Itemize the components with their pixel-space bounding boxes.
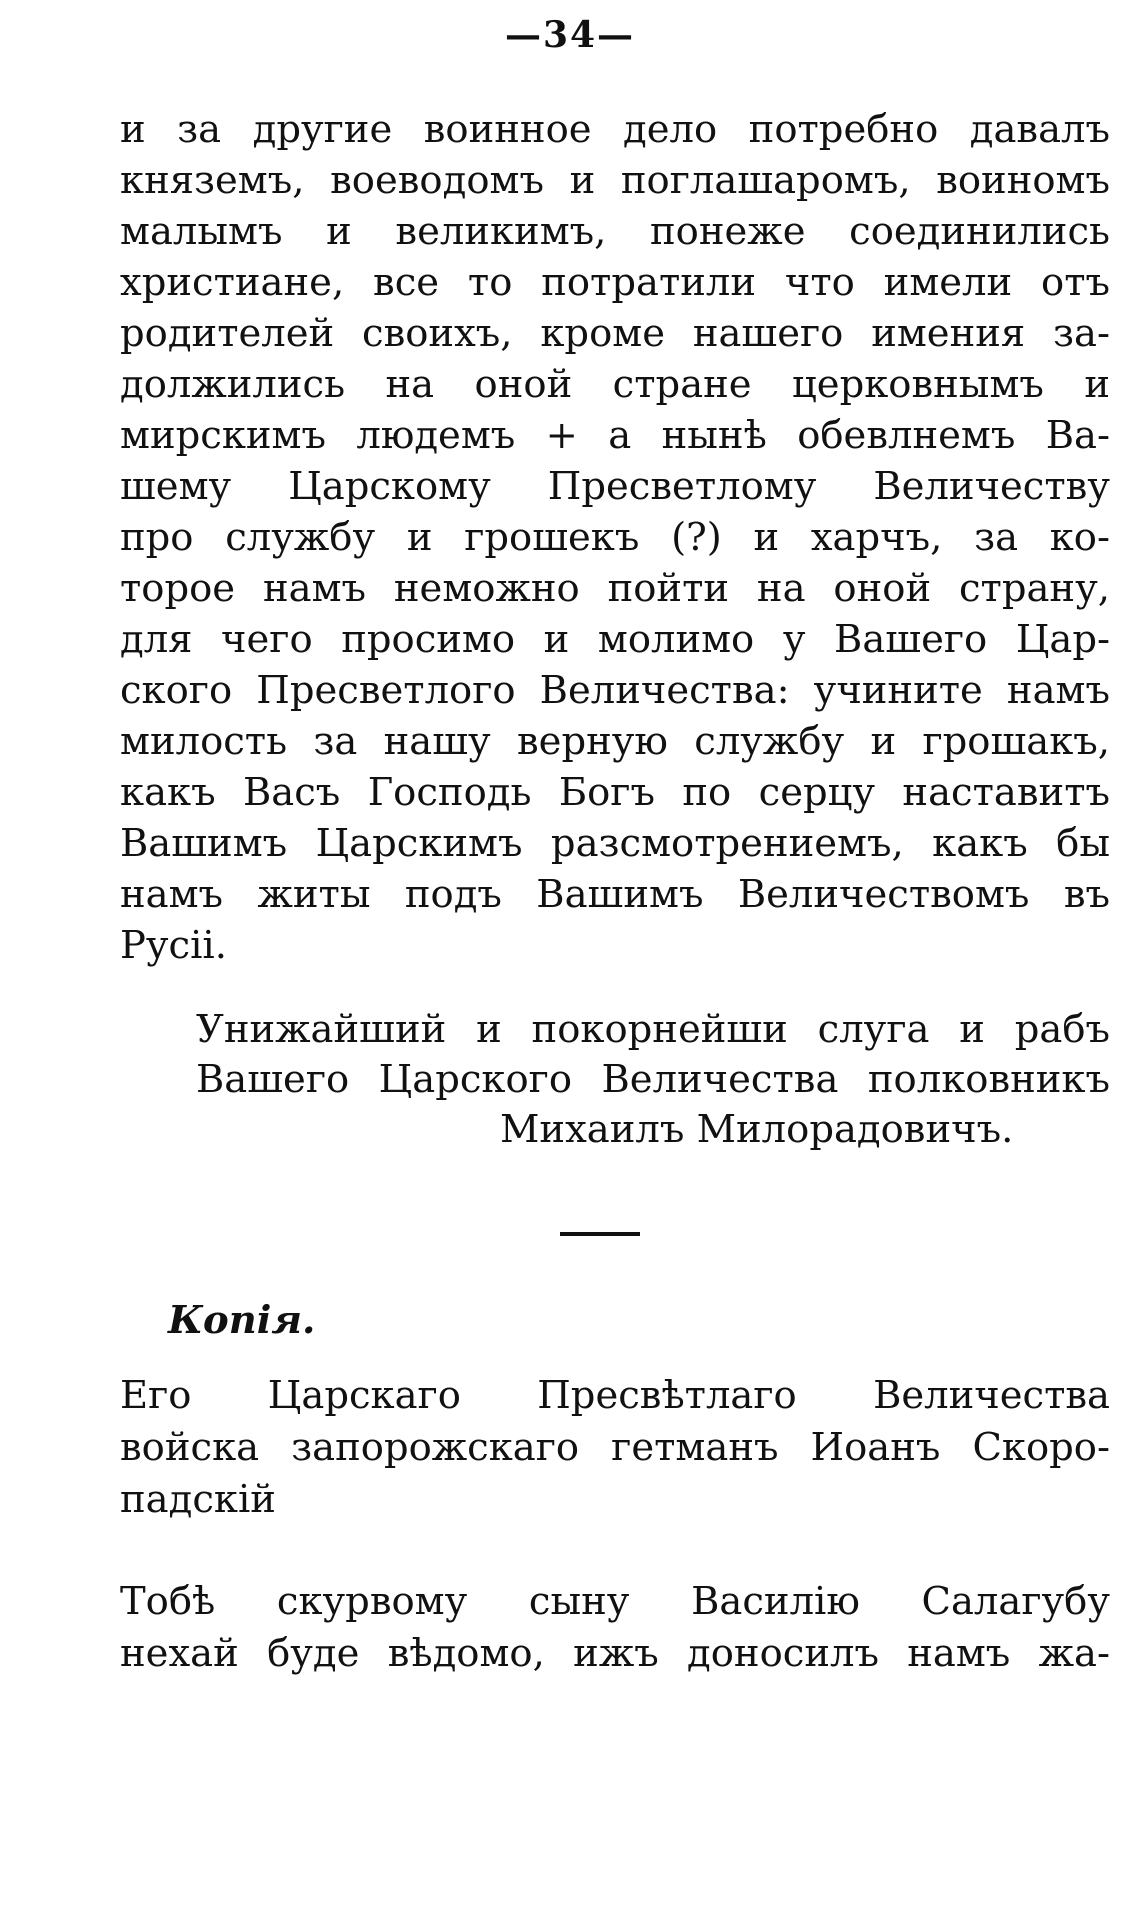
text-line: Его Царскаго Пресвѣтлаго Величества bbox=[120, 1373, 1110, 1418]
text-line: мирскимъ людемъ + а нынѣ обевлнемъ Ва- bbox=[120, 413, 1110, 458]
text-line: и за другие воинное дело потребно давалъ bbox=[120, 107, 1110, 152]
text-line: для чего просимо и молимо у Вашего Цар- bbox=[120, 617, 1110, 662]
text-line: намъ житы подъ Вашимъ Величествомъ въ bbox=[120, 872, 1110, 917]
text-line: родителей своихъ, кроме нашего имения за- bbox=[120, 311, 1110, 356]
text-line: падскій bbox=[120, 1477, 276, 1522]
text-line: торое намъ неможно пойти на оной страну, bbox=[120, 566, 1110, 611]
copy-heading: Копія. bbox=[168, 1298, 316, 1343]
text-line: какъ Васъ Господь Богъ по серцу наставитъ bbox=[120, 770, 1110, 815]
text-line: про службу и грошекъ (?) и харчъ, за ко- bbox=[120, 515, 1110, 560]
signature-name: Михаилъ Милорадовичъ. bbox=[500, 1107, 1014, 1152]
text-line: Русіі. bbox=[120, 923, 227, 968]
text-line: малымъ и великимъ, понеже соединились bbox=[120, 209, 1110, 254]
section-divider bbox=[560, 1232, 640, 1236]
text-line: Вашимъ Царскимъ разсмотрениемъ, какъ бы bbox=[120, 821, 1110, 866]
text-line: Тобѣ скурвому сыну Василію Салагубу bbox=[120, 1579, 1110, 1624]
text-line: шему Царскому Пресветлому Величеству bbox=[120, 464, 1110, 509]
text-line: должились на оной стране церковнымъ и bbox=[120, 362, 1110, 407]
text-line: христиане, все то потратили что имели отъ bbox=[120, 260, 1110, 305]
text-line: княземъ, воеводомъ и поглашаромъ, воиномъ bbox=[120, 158, 1110, 203]
page-number: —34— bbox=[504, 14, 636, 56]
signature-line: Унижайший и покорнейши слуга и рабъ bbox=[196, 1007, 1110, 1052]
signature-line: Вашего Царского Величества полковникъ bbox=[196, 1057, 1110, 1102]
text-line: ского Пресветлого Величества: учините намъ bbox=[120, 668, 1110, 713]
text-line: нехай буде вѣдомо, ижъ доносилъ намъ жа- bbox=[120, 1631, 1110, 1676]
text-line: милость за нашу верную службу и грошакъ, bbox=[120, 719, 1110, 764]
text-line: войска запорожскаго гетманъ Иоанъ Скоро- bbox=[120, 1425, 1110, 1470]
